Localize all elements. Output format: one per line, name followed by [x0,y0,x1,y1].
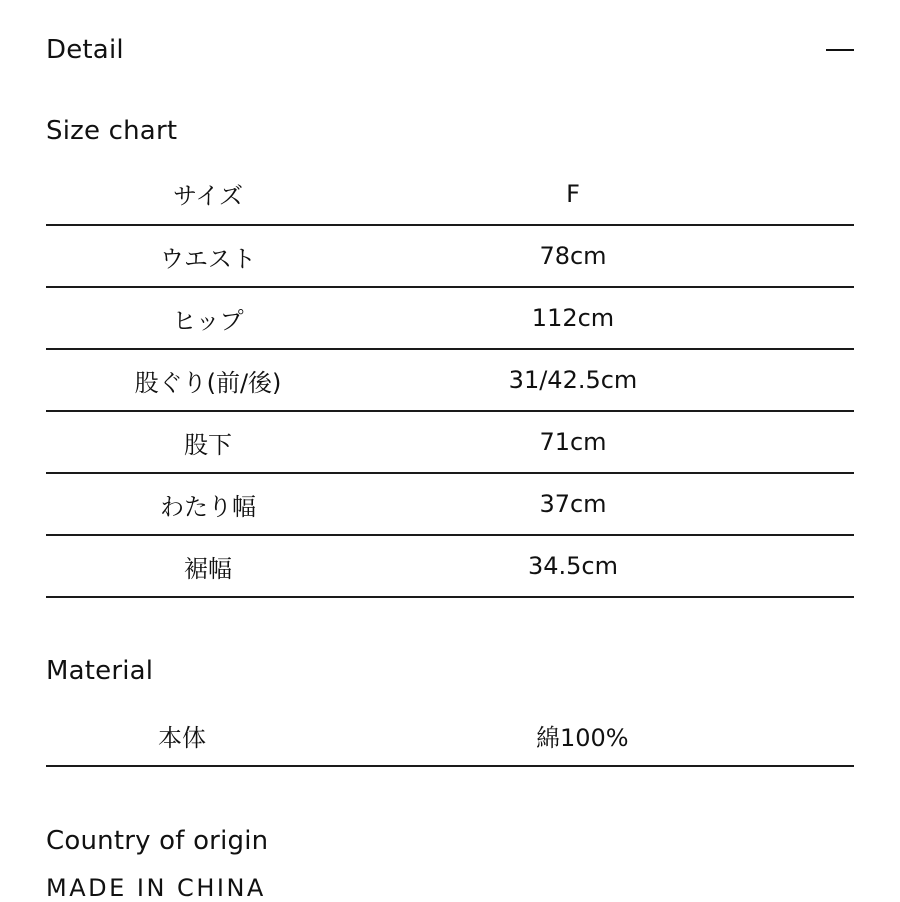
table-row [46,536,854,598]
material-title: Material [46,656,154,686]
size-header-value: F [566,179,580,208]
row-value: 37cm [539,490,607,518]
size-chart-title: Size chart [46,116,178,146]
table-row [46,474,854,536]
size-chart-table [46,163,854,598]
row-value: 112cm [531,304,615,332]
row-label: 股下 [184,430,232,459]
collapse-button[interactable] [822,34,854,66]
material-table [46,705,854,767]
row-value: 71cm [539,428,607,456]
row-value: 78cm [539,242,607,270]
row-label: ウエスト [160,244,256,273]
size-chart-header-row [46,163,854,226]
detail-header[interactable] [46,30,854,70]
table-row [46,705,854,767]
row-label: 本体 [158,723,206,752]
country-of-origin-title: Country of origin [46,826,269,856]
size-header-label: サイズ [172,182,244,210]
table-row [46,226,854,288]
row-label: 裾幅 [184,554,232,583]
table-row [46,288,854,350]
row-value: 綿100% [536,723,629,752]
table-row [46,350,854,412]
row-label: わたり幅 [160,492,256,521]
row-label: ヒップ [172,306,244,335]
row-value: 31/42.5cm [508,366,638,394]
minus-icon [826,49,854,51]
row-value: 34.5cm [527,552,618,580]
row-label: 股ぐり(前/後) [134,368,282,397]
country-of-origin-value: MADE IN CHINA [46,874,266,902]
table-row [46,412,854,474]
detail-title: Detail [46,35,124,65]
